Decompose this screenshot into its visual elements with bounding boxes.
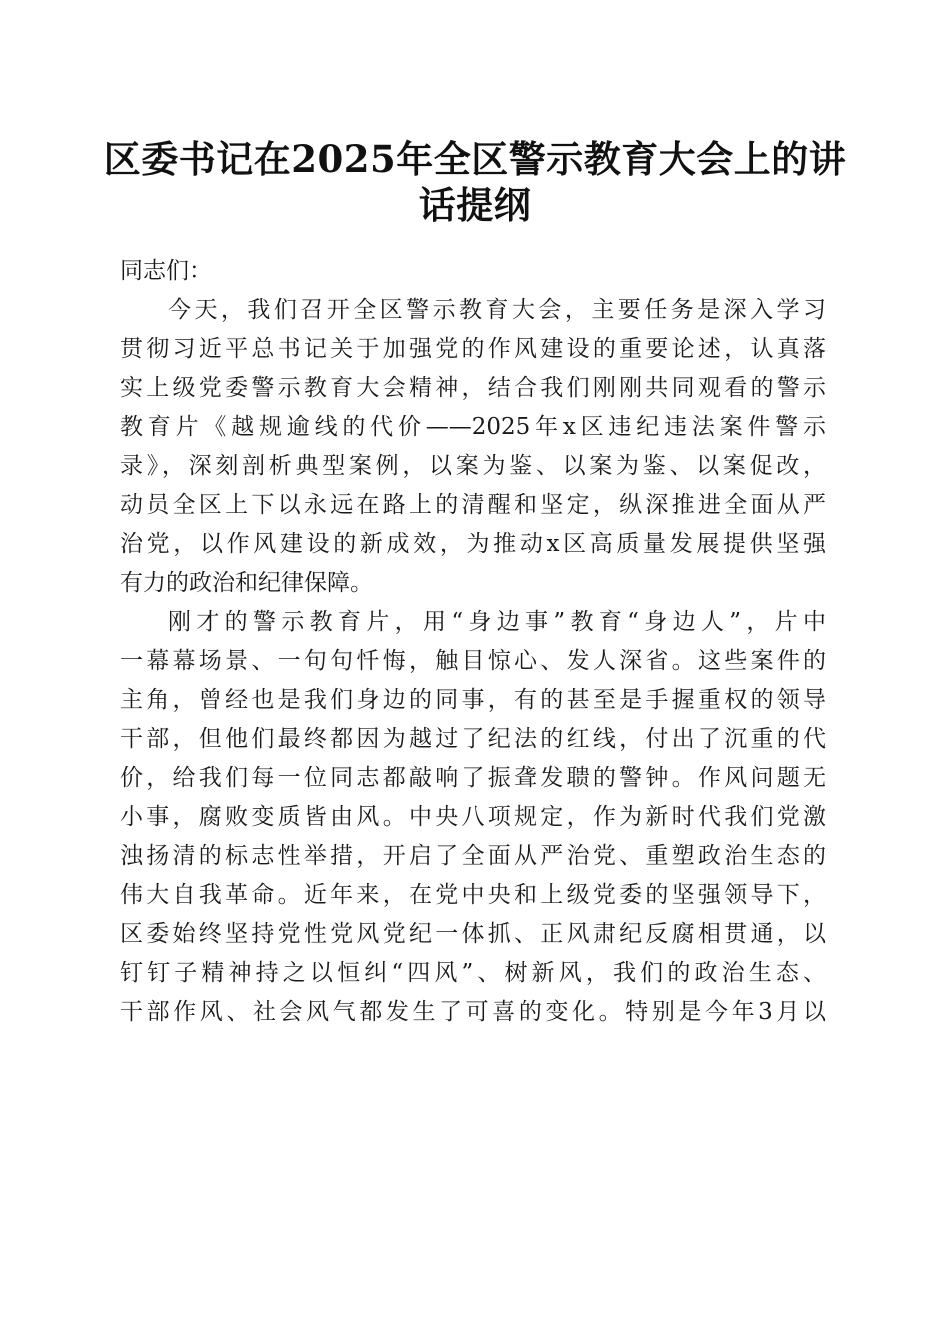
- text-line: 干部，但他们最终都因为越过了纪法的红线，付出了沉重的代: [120, 726, 826, 752]
- text-line: 主角，曾经也是我们身边的同事，有的甚至是手握重权的领导: [120, 687, 826, 713]
- text-line: 动员全区上下以永远在路上的清醒和坚定，纵深推进全面从严: [120, 492, 826, 518]
- text-line: 录》，深刻剖析典型案例，以案为鉴、以案为鉴、以案促改，: [120, 453, 826, 479]
- document-body: [120, 252, 826, 1032]
- title-line-1: 区委书记在2025年全区警示教育大会上的讲: [103, 137, 847, 181]
- text-line: 刚才的警示教育片，用“身边事”教育“身边人”，片中: [168, 609, 826, 635]
- text-line: 实上级党委警示教育大会精神，结合我们刚刚共同观看的警示: [120, 375, 826, 401]
- text-line: 贯彻习近平总书记关于加强党的作风建设的重要论述，认真落: [120, 336, 826, 362]
- text-line: 治党，以作风建设的新成效，为推动x区高质量发展提供坚强: [120, 531, 826, 557]
- text-line: 有力的政治和纪律保障。: [120, 570, 373, 596]
- text-line: 小事，腐败变质皆由风。中央八项规定，作为新时代我们党激: [120, 804, 826, 830]
- paragraph-2: [120, 603, 826, 1032]
- paragraph-1: [120, 291, 826, 603]
- text-line: 教育片《越规逾线的代价——2025年x区违纪违法案件警示: [120, 414, 826, 440]
- text-line: 浊扬清的标志性举措，开启了全面从严治党、重塑政治生态的: [120, 843, 826, 869]
- text-line: 干部作风、社会风气都发生了可喜的变化。特别是今年3月以: [120, 999, 826, 1025]
- text-line: 钉钉子精神持之以恒纠“四风”、树新风，我们的政治生态、: [120, 960, 826, 986]
- text-line: 伟大自我革命。近年来，在党中央和上级党委的坚强领导下，: [120, 882, 826, 908]
- text-line: 今天，我们召开全区警示教育大会，主要任务是深入学习: [168, 297, 826, 323]
- text-line: 价，给我们每一位同志都敲响了振聋发聩的警钟。作风问题无: [120, 765, 826, 791]
- text-line: 区委始终坚持党性党风党纪一体抓、正风肃纪反腐相贯通，以: [120, 921, 826, 947]
- document-title: [100, 136, 850, 228]
- salutation: 同志们：: [120, 258, 212, 284]
- text-line: 一幕幕场景、一句句忏悔，触目惊心、发人深省。这些案件的: [120, 648, 826, 674]
- title-line-2: 话提纲: [418, 183, 532, 227]
